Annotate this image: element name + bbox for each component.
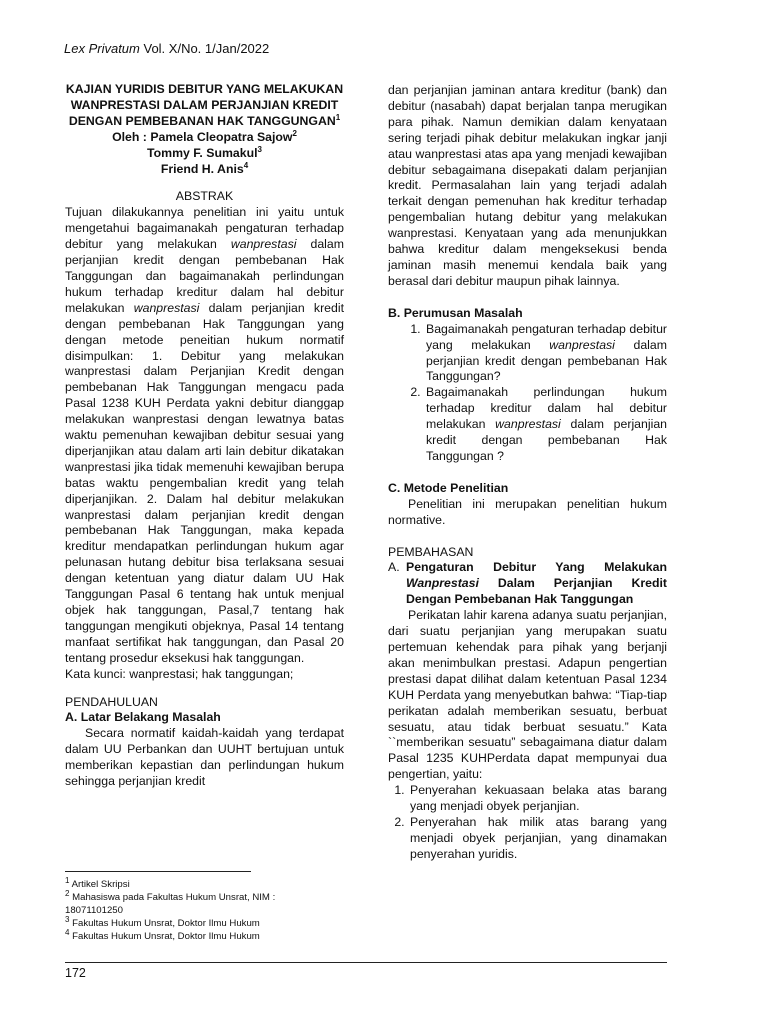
footnote-text: Mahasiswa pada Fakultas Hukum Unsrat, NIM : 18071101250	[65, 892, 276, 916]
running-head	[64, 41, 269, 56]
author-line	[65, 162, 344, 178]
page-number: 172	[65, 966, 86, 980]
title-line: KAJIAN YURIDIS DEBITUR YANG MELAKUKAN	[65, 82, 344, 96]
author-prefix: Oleh :	[112, 129, 151, 144]
article-title	[65, 82, 344, 177]
author-line	[65, 146, 344, 162]
definition-list	[388, 783, 667, 863]
list-item-text: Bagaimanakah perlindungan hukum terhadap kreditur dalam hal debitur melakukan	[426, 385, 667, 432]
section-heading-pendahuluan: PENDAHULUAN	[65, 694, 158, 709]
title-line-text: DENGAN PEMBEBANAN HAK TANGGUNGAN	[68, 113, 336, 128]
abstract-emphasis: wanprestasi	[230, 237, 297, 252]
list-item: 2. Penyerahan hak milik atas barang yang menjadi obyek perjanjian, yang dinamakan penyerahan yuridis.	[408, 815, 667, 863]
author-name: Pamela Cleopatra Sajow	[150, 129, 293, 144]
subsection-title-emphasis: Wanprestasi	[406, 576, 479, 591]
title-line	[65, 114, 344, 130]
list-item	[424, 322, 667, 386]
subsection-title-part: Pengaturan Debitur Yang Melakukan	[406, 560, 667, 575]
subsection-title	[406, 560, 667, 608]
footnote-mark: 3	[257, 144, 262, 154]
metode-paragraph: Penelitian ini merupakan penelitian hukum normative.	[388, 496, 667, 527]
section-heading-pembahasan: PEMBAHASAN	[388, 544, 474, 559]
footnote	[65, 927, 335, 943]
subsection-number: A.	[388, 560, 400, 575]
abstract-text	[65, 205, 344, 666]
list-item: 1. Penyerahan kekuasaan belaka atas barang yang menjadi obyek perjanjian.	[408, 783, 667, 815]
right-column	[388, 83, 667, 863]
footnote-text: Fakultas Hukum Unsrat, Doktor Ilmu Hukum	[69, 931, 260, 942]
footnote-text: Fakultas Hukum Unsrat, Doktor Ilmu Hukum	[69, 918, 260, 929]
footnote-mark: 3	[65, 914, 70, 924]
footnote-divider	[65, 871, 251, 872]
author-line	[65, 130, 344, 146]
abstract-heading: ABSTRAK	[175, 189, 234, 204]
author-name: Friend H. Anis	[160, 161, 244, 176]
subsection-heading-latar-belakang: A. Latar Belakang Masalah	[65, 710, 221, 725]
footnote-mark: 1	[65, 875, 70, 885]
author-name: Tommy F. Sumakul	[147, 145, 258, 160]
list-item-emphasis: wanprestasi	[495, 417, 561, 432]
issue-info: Vol. X/No. 1/Jan/2022	[139, 41, 270, 56]
list-item-emphasis: wanprestasi	[549, 337, 615, 352]
footnote	[65, 875, 335, 891]
subsection-heading-perumusan: B. Perumusan Masalah	[388, 305, 523, 320]
list-item-text: dalam perjanjian kredit dengan pembebanan Hak Tanggungan ?	[426, 417, 667, 463]
subsection-heading-metode: C. Metode Penelitian	[388, 480, 509, 495]
footnote	[65, 888, 335, 917]
abstract-part: dalam perjanjian kredit dengan pembebanan Hak Tanggungan yang dengan metode peneitian hukum normatif disimpulkan: 1. Debitur yang melakukan wanprestasi dalam Perjanjian Kredit dengan pembebanan Hak Tanggungan mengacu pada Pasal 1238 KUH Perdata yakni debitur dianggap melakukan wanprestasi dengan lewatnya batas waktu pemenuhan kewajiban debitur sesuai yang diperjanjikan atau dalam arti lain debitur dikatakan wanprestasi jika tidak memenuhi kewajiban berupa batas waktu pengembalian kredit yang telah diperjanjikan. 2. Dalam hal debitur melakukan wanprestasi dalam perjanjian kredit dengan pembebanan Hak Tanggungan, maka kepada kreditur mendapatkan perlindungan hukum agar pelunasan hutang debitur bisa terlaksana sesuai dengan ketentuan yang diatur dalam UU Hak Tanggungan Pasal 6 tentang hak untuk menjual objek hak tanggungan, Pasal,7 tentang hak tanggungan mengikuti objeknya, Pasal 14 tentang manfaat sertifikat hak tanggungan, dan Pasal 20 tentang prosedur eksekusi hak tanggungan.	[65, 300, 345, 665]
title-line: WANPRESTASI DALAM PERJANJIAN KREDIT	[70, 97, 339, 112]
research-questions-list	[388, 322, 667, 465]
keywords: Kata kunci: wanprestasi; hak tanggungan;	[65, 666, 294, 681]
footnote-mark: 4	[243, 160, 249, 170]
footnotes	[65, 875, 335, 943]
footnote-text: Artikel Skripsi	[69, 879, 130, 890]
journal-name: Lex Privatum	[64, 41, 140, 56]
footnote	[65, 914, 335, 930]
footnote-mark: 4	[65, 927, 70, 937]
page-footer-divider	[65, 962, 667, 963]
subsection-title-part: Dalam Perjanjian Kredit Dengan Pembebanan Hak Tanggungan	[406, 576, 667, 607]
list-item-text: Bagaimanakah pengaturan terhadap debitur yang melakukan	[426, 321, 667, 352]
footnote-mark: 1	[335, 112, 341, 122]
list-item-text: dalam perjanjian kredit dengan pembebanan Hak Tanggungan?	[426, 337, 667, 384]
abstract-emphasis: wanprestasi	[133, 300, 200, 315]
pembahasan-paragraph: Perikatan lahir karena adanya suatu perjanjian, dari suatu perjanjian yang merupakan suatu pertemuan kehendak para pihak yang berjanji akan menimbulkan prestasi. Adapun pengertian prestasi dapat dilihat dalam ketentuan Pasal 1234 KUH Perdata yang menyebutkan bahwa: “Tiap-tiap perikatan adalah memberikan sesuatu, berbuat sesuatu, atau tidak berbuat sesuatu.” Kata ``memberikan sesuatu” sebagaimana diatur dalam Pasal 1235 KUHPerdata dapat mempunyai dua pengertian, yaitu:	[388, 608, 667, 782]
footnote-mark: 2	[65, 888, 70, 898]
left-column	[65, 82, 344, 790]
intro-paragraph-continued: dan perjanjian jaminan antara kreditur (bank) dan debitur (nasabah) dapat berjalan tanpa merugikan para pihak. Namun demikian dalam kenyataan sering terjadi pihak debitur melakukan ingkar janji atau wanprestasi atas apa yang menjadi kewajiban debitur sebagaimana disepakati dalam perjanjian kredit. Permasalahan lain yang terjadi adalah terkait dengan pemenuhan hak kreditur terhadap pengembalian hutang debitur yang melakukan wanprestasi. Kenyataan yang ada menunjukkan bahwa kreditur dalam mengeksekusi benda jaminan masih menemui kendala baik yang berasal dari debitur maupun pihak lainnya.	[388, 83, 667, 288]
subsection-heading-pengaturan	[388, 560, 667, 608]
footnote-mark: 2	[292, 128, 297, 138]
abstract-part: Tujuan dilakukannya penelitian ini yaitu untuk mengetahui bagaimanakah pengaturan terhadap debitur yang melakukan	[65, 205, 344, 252]
abstract-part: dalam perjanjian kredit dengan pembebanan Hak Tanggungan dan bagaimanakah perlindungan hukum terhadap kreditur dalam hal debitur melakukan	[65, 237, 344, 315]
list-item	[424, 385, 667, 465]
intro-paragraph: Secara normatif kaidah-kaidah yang terdapat dalam UU Perbankan dan UUHT bertujuan untuk memberikan kepastian dan perlindungan hukum sehingga perjanjian kredit	[65, 726, 344, 789]
